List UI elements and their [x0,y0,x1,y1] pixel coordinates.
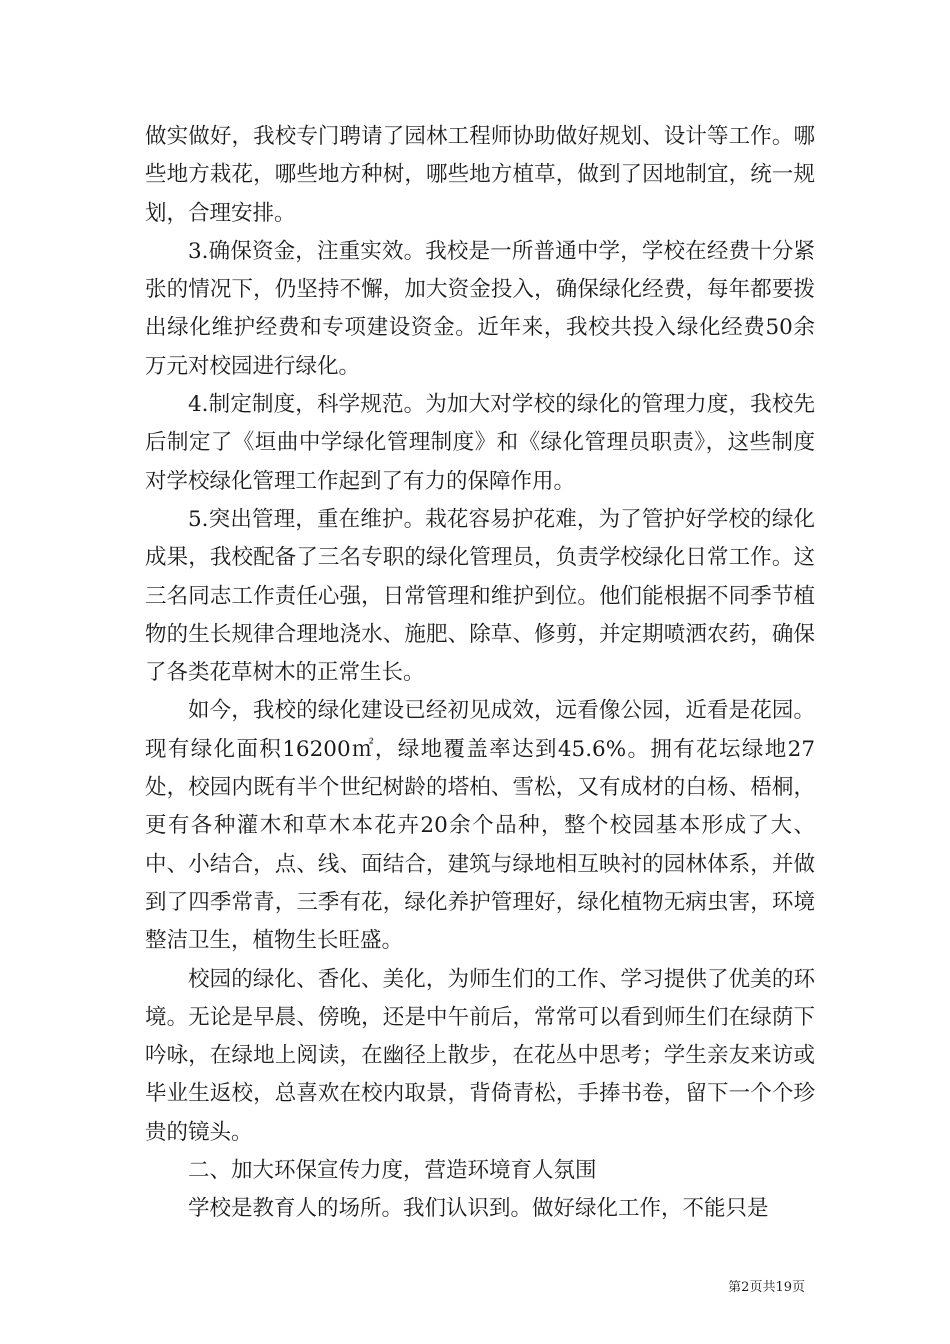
paragraph: 3.确保资金，注重实效。我校是一所普通中学，学校在经费十分紧张的情况下，仍坚持不懈，加大资金投入，确保绿化经费，每年都要拨出绿化维护经费和专项建设资金。近年来，我校共投入绿化经费50余万元对校园进行绿化。 [145,238,815,379]
document-body [145,118,815,1229]
page-number: 第2页共19页 [728,1280,805,1295]
paragraph: 4.制定制度，科学规范。为加大对学校的绿化的管理力度，我校先后制定了《垣曲中学绿化管理制度》和《绿化管理员职责》，这些制度对学校绿化管理工作起到了有力的保障作用。 [145,392,815,494]
paragraph: 如今，我校的绿化建设已经初见成效，远看像公园，近看是花园。现有绿化面积16200㎡，绿地覆盖率达到45.6%。拥有花坛绿地27处，校园内既有半个世纪树龄的塔柏、雪松，又有成材的白杨、梧桐，更有各种灌木和草木本花卉20余个品种，整个校园基本形成了大、中、小结合，点、线、面结合，建筑与绿地相互映衬的园林体系，并做到了四季常青，三季有花，绿化养护管理好，绿化植物无病虫害，环境整洁卫生，植物生长旺盛。 [145,698,815,954]
paragraph: 校园的绿化、香化、美化，为师生们的工作、学习提供了优美的环境。无论是早晨、傍晚，还是中午前后，常常可以看到师生们在绿荫下吟咏，在绿地上阅读，在幽径上散步，在花丛中思考；学生亲友来访或毕业生返校，总喜欢在校内取景，背倚青松，手捧书卷，留下一个个珍贵的镜头。 [145,966,815,1145]
paragraph: 做实做好，我校专门聘请了园林工程师协助做好规划、设计等工作。哪些地方栽花，哪些地方种树，哪些地方植草，做到了因地制宜，统一规划，合理安排。 [145,124,815,226]
section-heading: 二、加大环保宣传力度，营造环境育人氛围 [188,1158,597,1184]
paragraph: 5.突出管理，重在维护。栽花容易护花难，为了管护好学校的绿化成果，我校配备了三名专职的绿化管理员，负责学校绿化日常工作。这三名同志工作责任心强，日常管理和维护到位。他们能根据不同季节植物的生长规律合理地浇水、施肥、除草、修剪，并定期喷洒农药，确保了各类花草树木的正常生长。 [145,506,815,686]
paragraph: 学校是教育人的场所。我们认识到。做好绿化工作，不能只是 [188,1196,769,1222]
